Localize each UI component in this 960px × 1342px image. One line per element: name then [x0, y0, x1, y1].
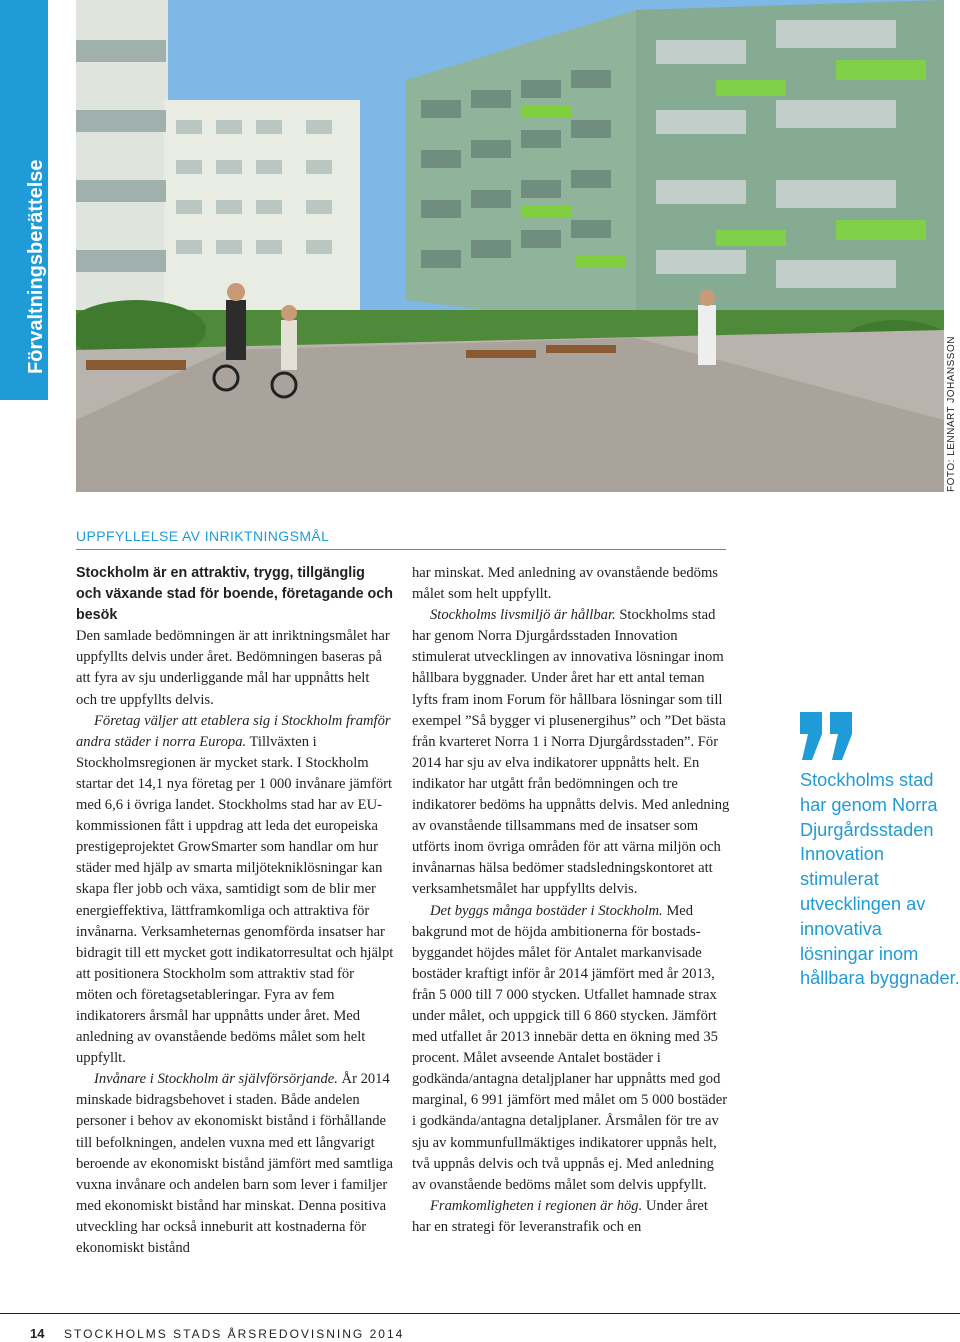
lead-heading: Stockholm är en attraktiv, trygg, tillgänglig och växande stad för boende, företagande och besök — [76, 565, 393, 624]
paragraph-subheading: Framkomligheten i regionen är hög. — [430, 1197, 643, 1214]
report-title: STOCKHOLMS STADS ÅRSREDOVISNING 2014 — [64, 1327, 405, 1341]
paragraph — [412, 605, 730, 900]
pull-quote: Stockholms stad har genom Norra Djurgårdsstaden Innovation stimulerat utvecklingen av innovativa lösningar inom hållbara byggnader. — [800, 770, 960, 989]
paragraph: har minskat. Med anledning av ovanstående bedöms målet som helt uppfyllt. — [412, 565, 718, 603]
page-number: 14 — [30, 1326, 45, 1341]
paragraph — [76, 711, 394, 1070]
paragraph-body: Stockholms stad har genom Norra Djurgårdsstaden Innovation stimulerat utvecklingen av innovativa lösningar inom hållbara byggnader. Under året har ett antal teman lyfts fram inom Forum för hållbara lösningar som till exempel ”Så bygger vi plusenergihus” och ”Det bästa från kvarteret Norra 1 i Norra Djurgårdsstaden”. För 2014 har sju av elva indikatorer uppnåtts helt. En indikator har utgått från bedömningen och tre indikatorer bedöms ha uppnåtts delvis. Med anledning av ovanstående tillsammans med de insatser som utförts inom övriga områden för att värna miljön och invånarnas hälsa bedömer stadsledningskontoret att verksamhetsmålet har uppfyllts delvis. — [412, 607, 730, 898]
paragraph-body: Med bakgrund mot de höjda ambitionerna för bostadsbyggandet höjdes målet för Antalet markanvisade bostäder kraftigt inför år 2014 jämfört med år 2013, från 5 000 till 7 000 stycken. Utfallet hamnade strax under målet, och uppgick till 6 860 stycken. Jämfört med utfallet år 2013 innebär detta en ökning med 35 procent. Målet avseende Antalet bostäder i godkända/antagna detaljplaner har uppnåtts med god marginal, 6 991 jämfört med målet om 5 000 bostäder i godkända/antagna detaljplaner. Årsmålen för tre av sju av kommunfullmäktiges indikatorer uppnås helt, två uppnås delvis och två uppnås ej. Med anledning av ovanstående bedöms målet som delvis uppfyllt. — [412, 902, 728, 1193]
text-column-right — [412, 563, 730, 1238]
paragraph-body: Tillväxten i Stockholmsregionen är mycket stark. I Stockholm startar det 14,1 nya företag per 1 000 invånare jämfört med 6,6 i övriga landet. Stockholms stad har av EU-kommissionen fått i uppdrag att leda det europeiska prestigeprojektet GrowSmarter som handlar om hur städer med hjälp av smarta miljötekniklösningar kan skapa fler jobb och växa, samtidigt som de blir mer energieffektiva, lättframkomliga och attraktiva för invånarna. Verksamheternas genomförda insatser har bidragit till ett mycket gott indikatorresultat och hjälpt att positionera Stockholm som attraktiv stad för möten och företagsetableringar. Fyra av fem indikatorers årsmål har uppnåtts under året. Med anledning av ovanstående bedöms målet som helt uppfyllt. — [76, 733, 394, 1067]
footer-divider — [0, 1313, 960, 1314]
section-heading: UPPFYLLELSE AV INRIKTNINGSMÅL — [76, 528, 330, 544]
sidebar-label: Förvaltningsberättelse — [25, 159, 47, 374]
paragraph-subheading: Invånare i Stockholm är självförsörjande. — [94, 1071, 338, 1088]
paragraph: Den samlade bedömningen är att inriktningsmålet har uppfyllts delvis under året. Bedömningen baseras på att fyra av sju underliggande mål har uppnåtts helt och tre uppfyllts delvis. — [76, 628, 390, 708]
photo-credit: FOTO: LENNART JOHANSSON — [946, 336, 957, 492]
paragraph — [412, 1196, 730, 1238]
paragraph-body: Under året har en strategi för leveranstrafik och en — [412, 1197, 708, 1235]
paragraph — [412, 901, 730, 1196]
paragraph-subheading: Stockholms livsmiljö är hållbar. — [430, 607, 616, 624]
housing-photo — [76, 0, 944, 492]
paragraph-subheading: Företag väljer att etablera sig i Stockholm framför andra städer i norra Europa. — [76, 712, 391, 750]
text-column-left — [76, 563, 394, 1259]
section-divider — [76, 549, 726, 550]
quote-mark-icon — [798, 712, 858, 762]
paragraph — [76, 1069, 394, 1259]
paragraph-subheading: Det byggs många bostäder i Stockholm. — [430, 902, 663, 919]
paragraph-body: År 2014 minskade bidragsbehovet i staden. Både andelen personer i behov av ekonomiskt bistånd i förhållande till befolkningen, andelen vuxna med ett långvarigt beroende av ekonomiskt bistånd jämfört med samtliga vuxna invånare och andelen barn som lever i familjer med ekonomiskt bistånd har minskat. Denna positiva utveckling har också inneburit att kostnaderna för ekonomiskt bistånd — [76, 1071, 393, 1256]
